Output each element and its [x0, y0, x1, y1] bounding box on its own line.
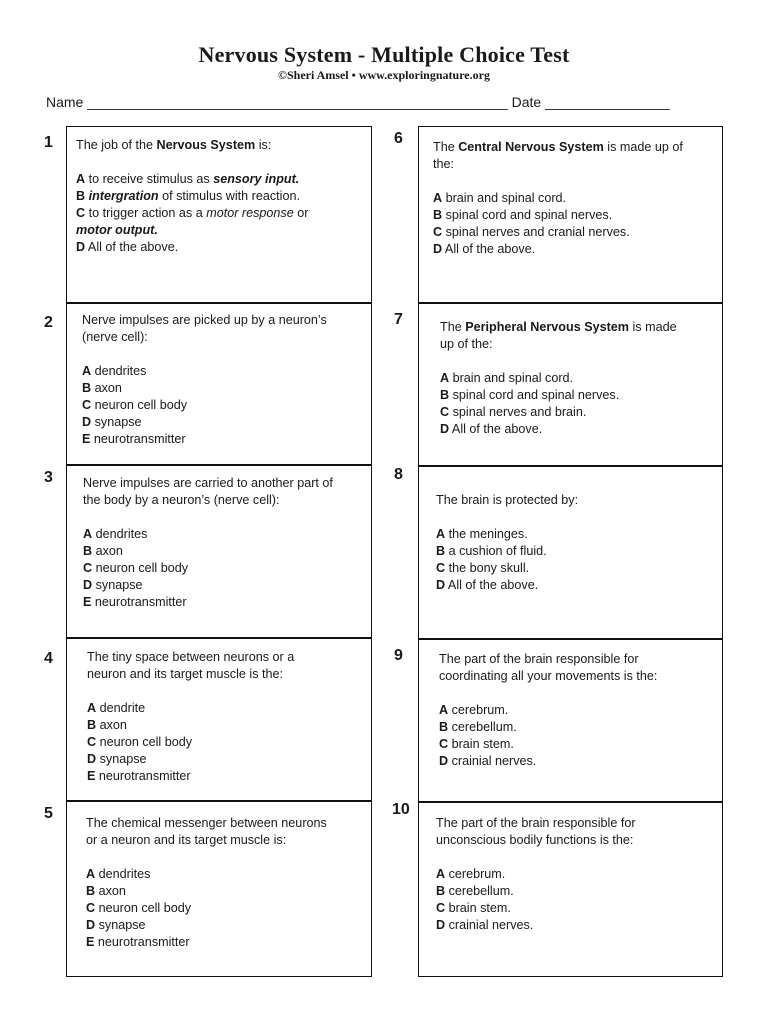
answer-option-b[interactable]: B cerebellum. [439, 720, 517, 734]
answer-option-c[interactable]: C to trigger action as a motor response or [76, 206, 309, 220]
answer-option-c[interactable]: C brain stem. [439, 737, 514, 751]
answer-option-a[interactable]: A cerebrum. [436, 867, 506, 881]
question-9 [439, 651, 719, 770]
answer-option-d[interactable]: D synapse [83, 578, 143, 592]
answer-option-a[interactable]: A the meninges. [436, 527, 528, 541]
answer-option-d[interactable]: D All of the above. [433, 242, 536, 256]
question-4 [87, 649, 367, 785]
answer-option-c[interactable]: C neuron cell body [87, 735, 193, 749]
question-number: 10 [392, 801, 410, 818]
name-date-line [46, 94, 726, 110]
question-8 [436, 492, 716, 594]
date-field[interactable]: ________________ [545, 94, 670, 110]
question-prompt-cont: the body by a neuron’s (nerve cell): [83, 493, 280, 507]
question-prompt-cont: the: [433, 157, 455, 171]
answer-option-c[interactable]: C the bony skull. [436, 561, 530, 575]
copyright-line: ©Sheri Amsel • www.exploringnature.org [278, 68, 490, 82]
question-prompt-cont: (nerve cell): [82, 330, 148, 344]
question-number: 9 [394, 647, 403, 664]
answer-option-d[interactable]: D synapse [82, 415, 142, 429]
answer-option-a[interactable]: A brain and spinal cord. [440, 371, 574, 385]
question-prompt: The part of the brain responsible for [436, 816, 636, 830]
page-title: Nervous System - Multiple Choice Test [198, 42, 570, 67]
answer-option-d[interactable]: D synapse [87, 752, 147, 766]
answer-option-a[interactable]: A brain and spinal cord. [433, 191, 567, 205]
answer-option-c[interactable]: C spinal nerves and brain. [440, 405, 587, 419]
answer-option-a[interactable]: A dendrite [87, 701, 146, 715]
answer-option-a[interactable]: A to receive stimulus as sensory input. [76, 172, 300, 186]
question-prompt: The Peripheral Nervous System is made [440, 320, 677, 334]
question-prompt: The part of the brain responsible for [439, 652, 639, 666]
answer-option-e[interactable]: E neurotransmitter [82, 432, 186, 446]
answer-option-d[interactable]: D synapse [86, 918, 146, 932]
question-7 [440, 319, 720, 438]
question-prompt: The chemical messenger between neurons [86, 816, 327, 830]
answer-option-e[interactable]: E neurotransmitter [86, 935, 190, 949]
question-prompt: Nerve impulses are picked up by a neuron’s [82, 313, 327, 327]
answer-option-c[interactable]: C brain stem. [436, 901, 511, 915]
question-number: 3 [44, 469, 53, 486]
question-5 [86, 815, 368, 951]
question-number: 8 [394, 466, 403, 483]
question-prompt-cont: up of the: [440, 337, 493, 351]
question-number: 2 [44, 314, 53, 331]
answer-option-a[interactable]: A dendrites [82, 364, 147, 378]
question-prompt-cont: coordinating all your movements is the: [439, 669, 658, 683]
answer-option-c[interactable]: C neuron cell body [86, 901, 192, 915]
question-2 [82, 312, 367, 448]
question-6 [433, 139, 718, 258]
question-prompt-cont: neuron and its target muscle is the: [87, 667, 284, 681]
answer-option-b[interactable]: B axon [83, 544, 123, 558]
question-number: 5 [44, 805, 53, 822]
question-1 [76, 137, 366, 256]
answer-option-c-cont: motor output. [76, 223, 158, 237]
answer-option-b[interactable]: B spinal cord and spinal nerves. [440, 388, 620, 402]
question-prompt: Nerve impulses are carried to another part of [83, 476, 333, 490]
question-prompt: The tiny space between neurons or a [87, 650, 295, 664]
answer-option-d[interactable]: D crainial nerves. [436, 918, 534, 932]
name-field[interactable]: ______________________________________________________ [87, 94, 508, 110]
answer-option-b[interactable]: B axon [86, 884, 126, 898]
question-prompt-cont: unconscious bodily functions is the: [436, 833, 634, 847]
question-number: 1 [44, 134, 53, 151]
answer-option-d[interactable]: D All of the above. [440, 422, 543, 436]
answer-option-a[interactable]: A dendrites [83, 527, 148, 541]
question-prompt: The brain is protected by: [436, 493, 579, 507]
answer-option-b[interactable]: B spinal cord and spinal nerves. [433, 208, 613, 222]
date-label: Date [511, 94, 542, 110]
answer-option-d[interactable]: D crainial nerves. [439, 754, 537, 768]
question-prompt: The Central Nervous System is made up of [433, 140, 683, 154]
answer-option-b[interactable]: B axon [87, 718, 127, 732]
answer-option-b[interactable]: B intergration of stimulus with reaction. [76, 189, 300, 203]
answer-option-b[interactable]: B a cushion of fluid. [436, 544, 547, 558]
answer-option-d[interactable]: D All of the above. [436, 578, 539, 592]
question-number: 4 [44, 650, 53, 667]
answer-option-b[interactable]: B cerebellum. [436, 884, 514, 898]
answer-option-a[interactable]: A cerebrum. [439, 703, 509, 717]
answer-option-c[interactable]: C neuron cell body [82, 398, 188, 412]
question-3 [83, 475, 368, 611]
answer-option-e[interactable]: E neurotransmitter [87, 769, 191, 783]
question-prompt-cont: or a neuron and its target muscle is: [86, 833, 287, 847]
answer-option-c[interactable]: C spinal nerves and cranial nerves. [433, 225, 630, 239]
question-number: 7 [394, 311, 403, 328]
question-10 [436, 815, 718, 934]
answer-option-c[interactable]: C neuron cell body [83, 561, 189, 575]
answer-option-b[interactable]: B axon [82, 381, 122, 395]
answer-option-a[interactable]: A dendrites [86, 867, 151, 881]
name-label: Name [46, 94, 84, 110]
question-prompt: The job of the Nervous System is: [76, 138, 272, 152]
question-number: 6 [394, 130, 403, 147]
answer-option-d[interactable]: D All of the above. [76, 240, 179, 254]
answer-option-e[interactable]: E neurotransmitter [83, 595, 187, 609]
